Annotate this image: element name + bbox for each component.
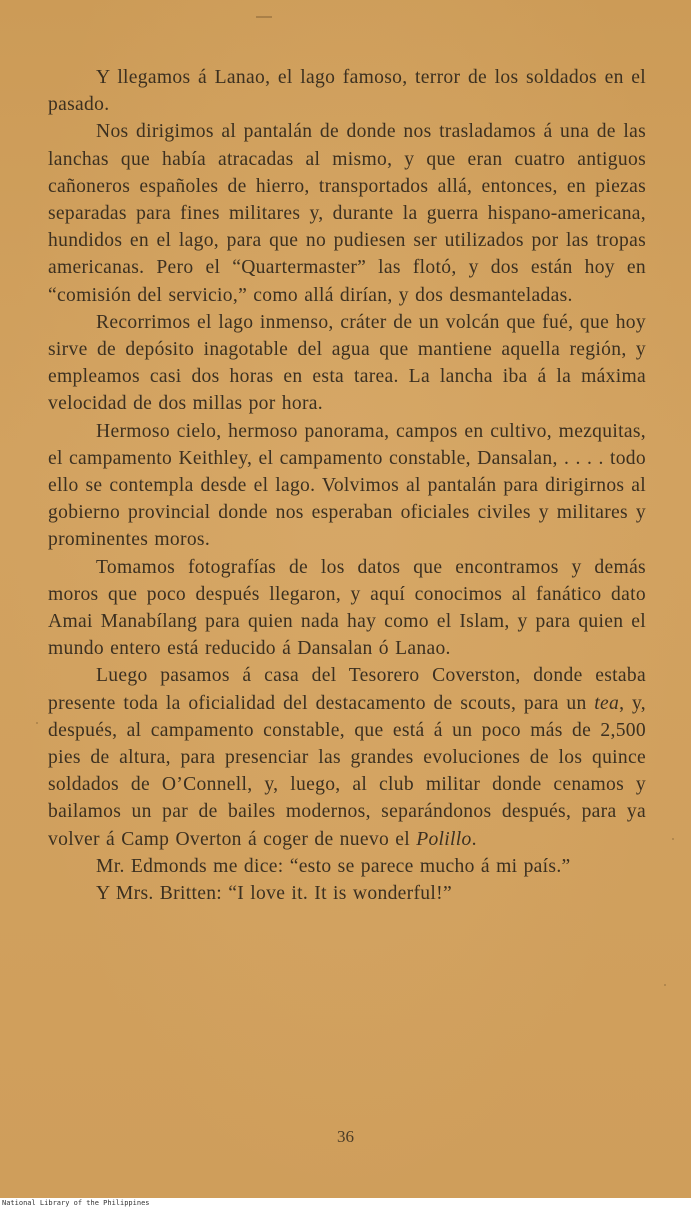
page-top-mark [256, 16, 272, 18]
paragraph-2: Nos dirigimos al pantalán de donde nos trasladamos á una de las lanchas que había atracadas al mismo, y que eran cuatro antiguos cañoneros españoles de hierro, transportados allá, entonces, en piezas separadas para fines militares y, durante la guerra hispano-americana, hundidos en el lago, para que no pudiesen ser utilizados por las tropas americanas. Pero el “Quartermaster” las flotó, y dos están hoy en “comisión del servicio,” como allá dirían, y dos desmanteladas. [48, 121, 646, 306]
paragraph-3: Recorrimos el lago inmenso, cráter de un volcán que fué, que hoy sirve de depósito inagotable del agua que mantiene aquella región, y empleamos casi dos horas en esta tarea. La lancha iba á la máxima velocidad de dos millas por hora. [48, 311, 646, 415]
paragraph-5: Tomamos fotografías de los datos que encontramos y demás moros que poco después llegaron, y aquí conocimos al fanático dato Amai Manabílang para quien nada hay como el Islam, y para quien el mundo entero está reducido á Dansalan ó Lanao. [48, 556, 646, 660]
paper-speck [664, 984, 666, 986]
paragraph-6-part-1: Luego pasamos á casa del Tesorero Coverston, donde estaba presente toda la oficialidad del destacamento de scouts, para un [48, 665, 646, 714]
quote-edmonds: Mr. Edmonds me dice: “esto se parece mucho á mi país.” [96, 855, 571, 877]
page-number: 36 [337, 1127, 354, 1146]
paragraph-1: Y llegamos á Lanao, el lago famoso, terror de los soldados en el pasado. [48, 67, 646, 116]
paragraph-4: Hermoso cielo, hermoso panorama, campos en cultivo, mezquitas, el campamento Keithley, el campamento constable, Dansalan, . . . . todo ello se contempla desde el lago. Volvimos al pantalán para dirigirnos al gobierno provincial donde nos esperaban oficiales civiles y militares y prominentes moros. [48, 420, 646, 551]
paper-speck [36, 722, 38, 724]
italic-ship-name: Polillo [416, 828, 472, 850]
paragraph-6-part-2: , y, después, al campamento constable, que está á un poco más de 2,500 pies de altura, para presenciar las grandes evoluciones de los quince soldados de O’Connell, y, luego, al club militar donde cenamos y bailamos un par de bailes modernos, separándonos después, para ya volver á Camp Overton á coger de nuevo el [48, 692, 647, 850]
paragraph-6 [48, 662, 646, 852]
library-watermark-text: National Library of the Philippines [2, 1199, 150, 1207]
body-text [48, 64, 646, 907]
paper-speck [672, 838, 674, 840]
italic-word-tea: tea [594, 692, 620, 714]
paragraph-6-part-3: . [471, 828, 477, 850]
quote-britten: Y Mrs. Britten: “I love it. It is wonderful!” [96, 883, 452, 905]
